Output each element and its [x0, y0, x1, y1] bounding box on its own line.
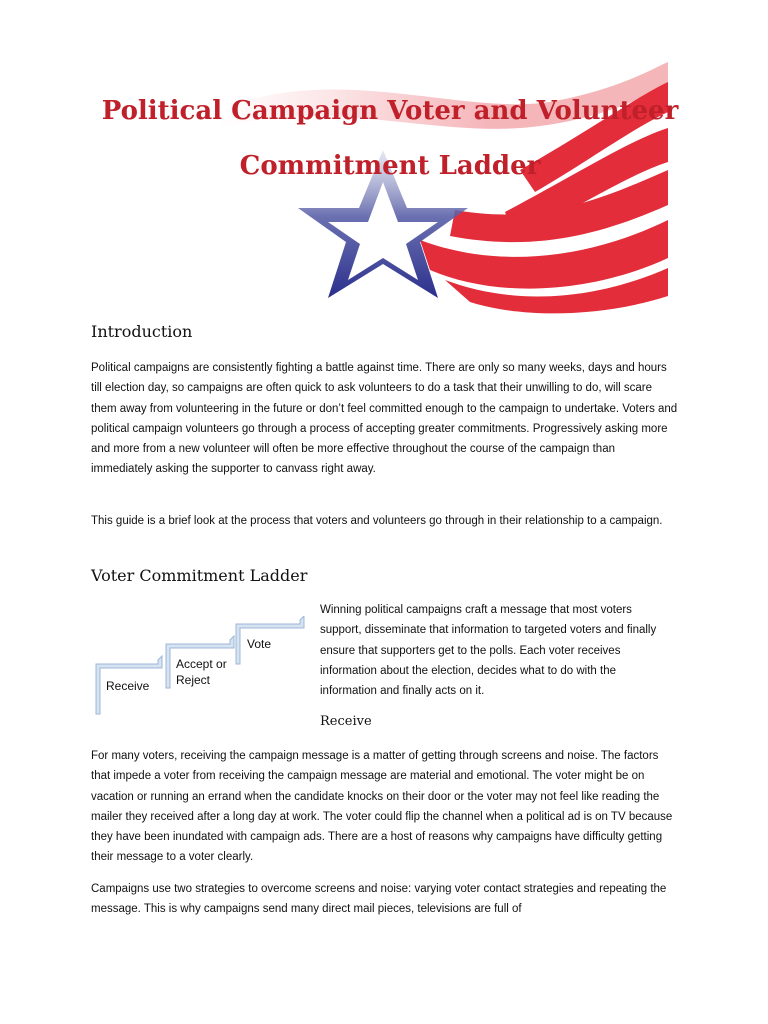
commitment-ladder-diagram	[90, 616, 310, 718]
voter-ladder-paragraph: Winning political campaigns craft a message that most voters support, disseminate that information to targeted voters and finally ensure that supporters get to the polls. Each voter receives information about the election, decides what to do with the information and finally acts on it.	[320, 604, 657, 698]
receive-paragraph-2: Campaigns use two strategies to overcome screens and noise: varying voter contact strategies and repeating the message. This is why campaigns send many direct mail pieces, televisions are full of	[91, 883, 667, 916]
ladder-label-reject: Reject	[176, 673, 211, 687]
introduction-heading: Introduction	[91, 322, 193, 341]
introduction-paragraph-1: Political campaigns are consistently fighting a battle against time. There are only so many weeks, days and hours till election day, so campaigns are often quick to ask volunteers to do a task that their unwilling to do, will scare them away from volunteering in the future or don’t feel committed enough to the campaign to undertake. Voters and political campaign volunteers go through a process of accepting greater commitments. Progressively asking more and more from a new volunteer will often be more effective throughout the course of the campaign than immediately asking the supporter to canvass right away.	[91, 362, 678, 476]
ladder-label-accept: Accept or	[176, 657, 227, 671]
voter-ladder-heading: Voter Commitment Ladder	[91, 566, 308, 585]
receive-heading: Receive	[320, 714, 372, 729]
document-title-line1: Political Campaign Voter and Volunteer	[101, 96, 679, 126]
ladder-label-receive: Receive	[106, 679, 150, 693]
document-title-line2: Commitment Ladder	[239, 151, 541, 181]
introduction-paragraph-2: This guide is a brief look at the process that voters and volunteers go through in their relationship to a campaign.	[91, 515, 663, 527]
receive-paragraph-1: For many voters, receiving the campaign message is a matter of getting through screens and noise. The factors that impede a voter from receiving the campaign message are material and emotional. The voter might be on vacation or running an errand when the candidate knocks on their door or the voter may not feel like reading the mailer they received after a long day at work. The voter could flip the channel when a political ad is on TV because they have been inundated with campaign ads. There are a host of reasons why campaigns have difficulty getting their message to a voter clearly.	[91, 750, 673, 864]
ladder-label-vote: Vote	[247, 637, 272, 651]
